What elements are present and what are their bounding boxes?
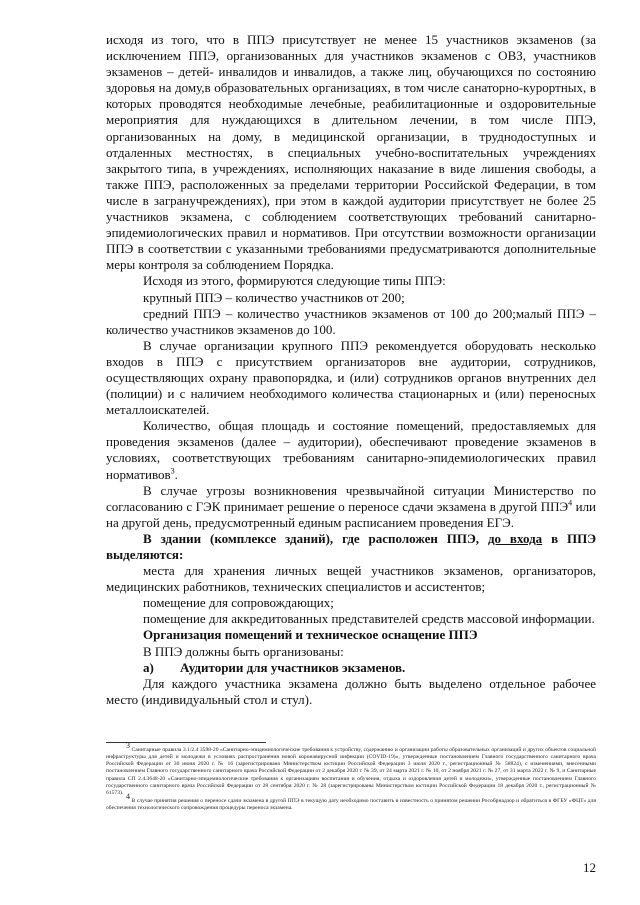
paragraph-emergency-text: В случае угрозы возникновения чрезвычайной ситуации Министерство по согласованию с ГЭК принимает решение о переносе сдачи экзамена в другой ППЭ xyxy=(106,482,596,514)
section-heading-building xyxy=(106,531,596,563)
footnote-3-number: 3 xyxy=(126,741,130,750)
section-item-escorts: помещение для сопровождающих; xyxy=(143,595,334,611)
footnote-4 xyxy=(106,792,596,812)
paragraph-emergency-tail: или на другой день, предусмотренный единым расписанием проведения ЕГЭ. xyxy=(106,498,597,530)
footnote-4-text: В случае принятия решения о переносе сдачи экзамена в другой ППЭ в текущую дату необходимо поставить в известность о принятом решении Рособрнадзор и обратиться в ФГБУ «ФЦТ» для обеспечения технологического сопровождения процедуры переноса экзамена. xyxy=(106,798,596,812)
org-text: Для каждого участника экзамена должно быть выделено отдельное рабочее место (индивидуальный стол и стул). xyxy=(106,675,596,707)
paragraph-large-ppe-entrances: В случае организации крупного ППЭ рекомендуется оборудовать несколько входов в ППЭ с присутствием организаторов вне аудитории, сотрудников, осуществляющих охрану правопорядка, и (или) сотрудников органов внутренних дел (полиции) и с наличием необходимого количества стационарных и (или) переносных металлоискателей. xyxy=(106,337,596,418)
main-text xyxy=(106,32,596,708)
footnote-ref-3[interactable]: 3 xyxy=(170,466,175,476)
paragraph-emergency xyxy=(106,483,596,531)
paragraph-large-ppe: крупный ППЭ – количество участников от 200; xyxy=(143,289,405,305)
footnote-3-text: Санитарные правила 3.1/2.4 3598-20 «Санитарно-эпидемиологические требования к устройству, содержанию и организации работы образовательных организаций и других объектов социальной инфраструктуры для детей и молодежи в условиях распространения новой коронавирусной инфекции (COVID-19)», утвержденные постановлением Главного государственного санитарного врача Российской Федерации от 30 июня 2020 г. № 16 (зарегистрировано Министерством юстиции Российской Федерации 3 июля 2020 г., регистрационный № 58824), с изменениями, внесенными постановлением Главного государственного санитарного врача Российской Федерации от 2 декабря 2020 г. № 39, от 24 марта 2021 г. № 10, от 2 ноября 2021 г. № 27, от 31 марта 2022 г. № 9, и Санитарные правила СП 2.4.3648-20 «Санитарно-эпидемиологические требования к организациям воспитания и обучения, отдыха и оздоровления детей и молодежи», утвержденные постановлением Главного государственного санитарного врача Российской Федерации от 28 сентября 2020 г. № 28 (зарегистрированы Министерством юстиции Российской Федерации 18 декабря 2020 г., регистрационный № 61573). xyxy=(106,746,596,797)
org-subheading xyxy=(106,660,596,676)
paragraph-medium-small-ppe: средний ППЭ – количество участников экзаменов от 100 до 200;малый ППЭ – количество участников экзаменов до 100. xyxy=(106,305,596,337)
paragraph-continuation: исходя из того, что в ППЭ присутствует не менее 15 участников экзаменов (за исключением ППЭ, организованных для участников экзаменов с ОВЗ, участников экзаменов – детей- инвалидов и инвалидов, а также лиц, обучающихся по состоянию здоровья на дому,в образовательных организациях, в том числе санаторно-курортных, в которых проводятся необходимые лечебные, реабилитационные и оздоровительные мероприятия для нуждающихся в длительном лечении, в том числе ППЭ, организованных на дому, в медицинской организации, в труднодоступных и отдаленных местностях, в специальных учебно-воспитательных учреждениях закрытого типа, в учреждениях, исполняющих наказание в виде лишения свободы, а также ППЭ, расположенных за пределами территории Российской Федерации, в том числе в загранучреждениях), при этом в каждой аудитории присутствует не более 25 участников экзамена, с соблюдением соответствующих требований санитарно-эпидемиологических правил и нормативов. При отсутствии возможности организации ППЭ в соответствии с указанными требованиями предусматриваются дополнительные меры контроля за соблюдением Порядка. xyxy=(106,32,596,273)
footnote-4-number: 4 xyxy=(126,792,130,802)
footnote-ref-4[interactable]: 4 xyxy=(568,498,573,508)
section-item-storage: места для хранения личных вещей участников экзаменов, организаторов, медицинских работников, технических специалистов и ассистентов; xyxy=(106,563,596,595)
paragraph-auditoriums: Количество, общая площадь и состояние помещений, предоставляемых для проведения экзаменов (далее – аудитории), обеспечивают проведение экзаменов в условиях, соответствующих требованиям санитарно-эпидемиологических правил нормативов$^3$. xyxy=(106,418,596,482)
footnote-separator xyxy=(106,742,266,743)
paragraph-auditoriums-text: Количество, общая площадь и состояние помещений, предоставляемых для проведения экзаменов (далее – аудитории), обеспечивают проведение экзаменов в условиях, соответствующих требованиям санитарно-эпидемиологических правил нормативов xyxy=(106,418,596,482)
footnotes xyxy=(106,742,596,813)
section-heading-underlined: до входа xyxy=(487,530,543,546)
org-intro: В ППЭ должны быть организованы: xyxy=(143,643,344,659)
page-number: 12 xyxy=(583,860,596,875)
org-sub-label: а) xyxy=(143,659,154,675)
footnote-3 xyxy=(106,741,596,797)
paragraph-types-intro: Исходя из этого, формируются следующие типы ППЭ: xyxy=(143,273,446,289)
section-heading-part2: в ППЭ выделяются: xyxy=(106,530,597,562)
org-sub-heading: Аудитории для участников экзаменов. xyxy=(180,659,406,675)
org-heading: Организация помещений и техническое оснащение ППЭ xyxy=(143,627,478,643)
section-item-media: помещение для аккредитованных представителей средств массовой информации. xyxy=(143,611,595,627)
section-heading-part1: В здании (комплексе зданий), где расположен ППЭ, xyxy=(143,530,480,546)
